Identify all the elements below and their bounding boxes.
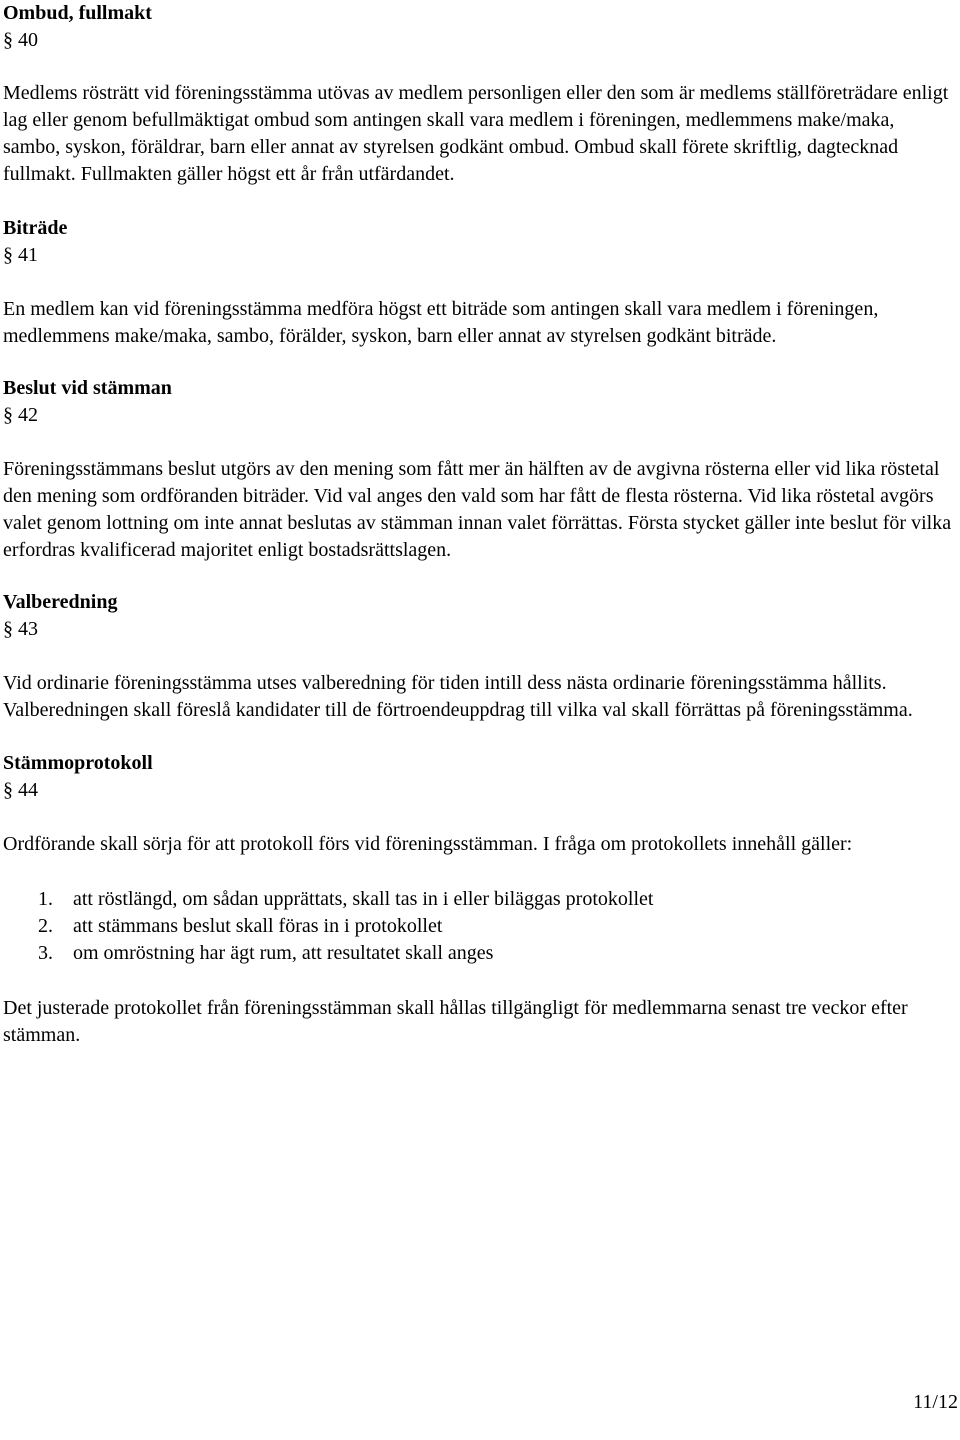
section-stammoprotokoll [3, 750, 953, 1049]
list-item-text: att stämmans beslut skall föras in i protokollet [73, 915, 443, 937]
section-heading: Valberedning [3, 591, 118, 613]
section-heading: Stämmoprotokoll [3, 752, 153, 774]
list-item [3, 940, 953, 967]
section-heading: Biträde [3, 217, 68, 239]
document-page [3, 0, 953, 1049]
paragraph-number: § 40 [3, 29, 38, 51]
list-item [3, 913, 953, 940]
paragraph-number: § 41 [3, 244, 38, 266]
closing-paragraph: Det justerade protokollet från föreningsstämman skall hållas tillgängligt för medlemmarna senast tre veckor efter stämman. [3, 997, 908, 1046]
paragraph-text: Vid ordinarie föreningsstämma utses valberedning för tiden intill dess nästa ordinarie föreningsstämma hållits. Valberedningen skall föreslå kandidater till de förtroendeuppdrag till vilka val skall förrättas på föreningsstämma. [3, 672, 913, 721]
list-item-marker: 1. [38, 888, 53, 910]
paragraph-number: § 44 [3, 779, 38, 801]
list-item-marker: 2. [38, 915, 53, 937]
section-bitrade [3, 215, 953, 350]
section-beslut-vid-stamman [3, 375, 953, 564]
list-item-marker: 3. [38, 942, 53, 964]
list-item-text: om omröstning har ägt rum, att resultatet skall anges [73, 942, 494, 964]
list-item [3, 886, 953, 913]
section-heading: Beslut vid stämman [3, 377, 172, 399]
protocol-requirements-list [3, 886, 953, 967]
paragraph-number: § 42 [3, 404, 38, 426]
section-valberedning [3, 589, 953, 724]
section-heading: Ombud, fullmakt [3, 2, 152, 24]
paragraph-text: Ordförande skall sörja för att protokoll förs vid föreningsstämman. I fråga om protokollets innehåll gäller: [3, 833, 853, 855]
paragraph-text: Medlems rösträtt vid föreningsstämma utövas av medlem personligen eller den som är medlems ställföreträdare enligt lag eller genom befullmäktigat ombud som antingen skall vara medlem i föreningen, medlemmens make/maka, sambo, syskon, föräldrar, barn eller annat av styrelsen godkänt ombud. Ombud skall förete skriftlig, dagtecknad fullmakt. Fullmakten gäller högst ett år från utfärdandet. [3, 82, 949, 185]
paragraph-number: § 43 [3, 618, 38, 640]
section-ombud-fullmakt [3, 0, 953, 188]
list-item-text: att röstlängd, om sådan upprättats, skall tas in i eller biläggas protokollet [73, 888, 654, 910]
paragraph-text: En medlem kan vid föreningsstämma medföra högst ett biträde som antingen skall vara medlem i föreningen, medlemmens make/maka, sambo, förälder, syskon, barn eller annat av styrelsen godkänt biträde. [3, 298, 879, 347]
page-number: 11/12 [913, 1391, 958, 1413]
paragraph-text: Föreningsstämmans beslut utgörs av den mening som fått mer än hälften av de avgivna rösterna eller vid lika röstetal den mening som ordföranden biträder. Vid val anges den vald som har fått de flesta rösterna. Vid lika röstetal avgörs valet genom lottning om inte annat beslutas av stämman innan valet förrättas. Första stycket gäller inte beslut för vilka erfordras kvalificerad majoritet enligt bostadsrättslagen. [3, 458, 952, 561]
